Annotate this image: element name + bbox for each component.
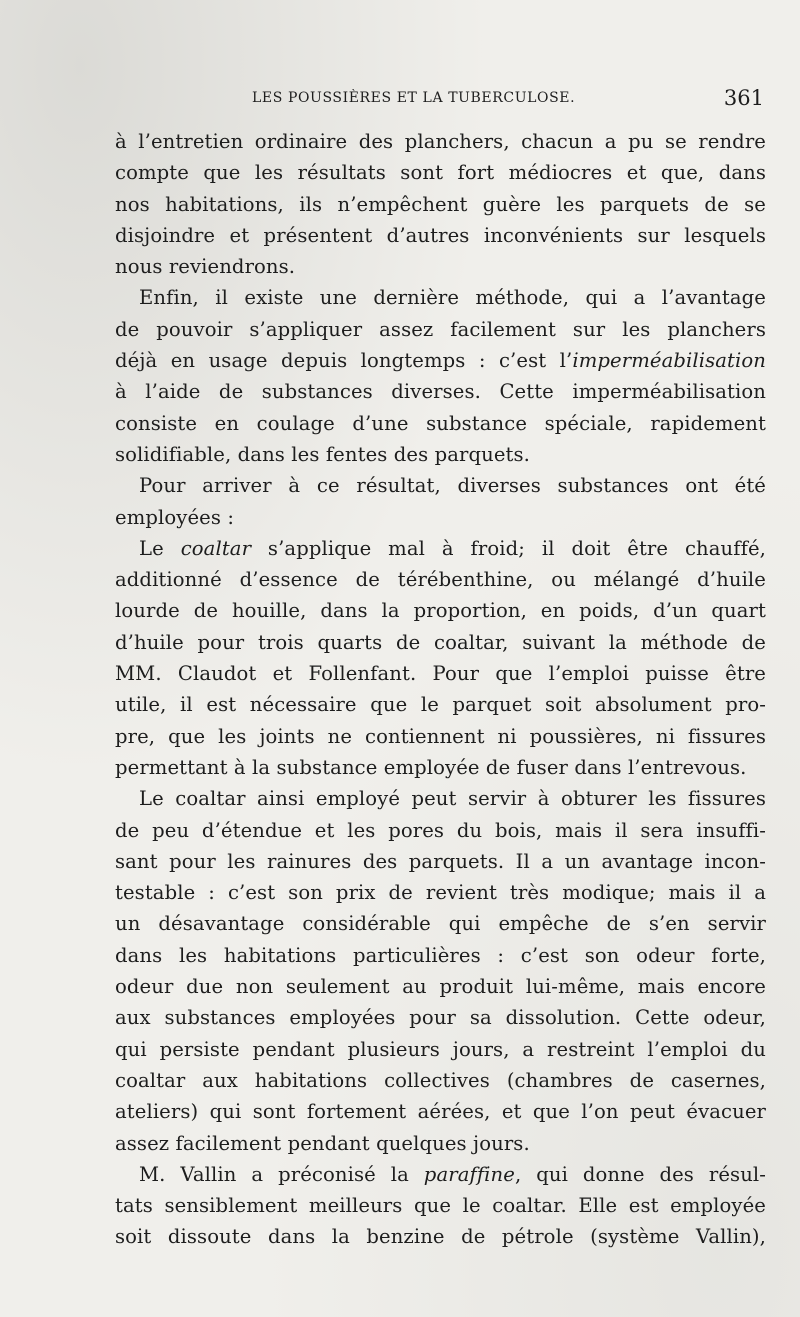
italic-term: paraffine — [423, 1162, 515, 1186]
text-line: permettant à la substance employée de fuser dans l’entrevous. — [115, 755, 747, 779]
text-line: Enfin, il existe une dernière méthode, qui a l’avantage — [139, 286, 766, 310]
page-header — [112, 86, 768, 114]
text-segment: , qui donne des résul- — [514, 1162, 766, 1186]
text-line: consiste en coulage d’une substance spéciale, rapidement — [115, 411, 766, 435]
page-number: 361 — [723, 86, 764, 110]
text-line: de pouvoir s’appliquer assez facilement sur les planchers — [115, 317, 766, 341]
text-segment: M. Vallin a préconisé la — [139, 1162, 424, 1186]
text-line: d’huile pour trois quarts de coaltar, suivant la méthode de — [115, 630, 766, 654]
text-line: nos habitations, ils n’empêchent guère les parquets de se — [115, 192, 766, 216]
text-line: testable : c’est son prix de revient très modique; mais il a — [115, 881, 766, 905]
text-line: compte que les résultats sont fort médiocres et que, dans — [115, 161, 766, 185]
text-line: à l’aide de substances diverses. Cette imperméabilisation — [115, 380, 766, 404]
text-line: Pour arriver à ce résultat, diverses substances ont été — [139, 474, 766, 498]
running-title: LES POUSSIÈRES ET LA TUBERCULOSE. — [252, 90, 576, 106]
text-line: un désavantage considérable qui empêche de s’en servir — [115, 912, 766, 936]
text-line: disjoindre et présentent d’autres inconvénients sur lesquels — [115, 223, 766, 247]
text-segment: s’applique mal à froid; il doit être chauffé, — [251, 536, 767, 560]
text-line: à l’entretien ordinaire des planchers, chacun a pu se rendre — [115, 130, 766, 153]
text-line: nous reviendrons. — [115, 255, 296, 279]
text-line: pre, que les joints ne contiennent ni poussières, ni fissures — [115, 724, 766, 748]
text-line: dans les habitations particulières : c’est son odeur forte, — [115, 943, 766, 967]
text-line: soit dissoute dans la benzine de pétrole (système Vallin), — [115, 1225, 766, 1249]
italic-term: imperméabilisation — [572, 349, 766, 373]
text-line: MM. Claudot et Follenfant. Pour que l’emploi puisse être — [115, 662, 766, 686]
text-line: odeur due non seulement au produit lui-même, mais encore — [115, 975, 766, 999]
text-line: ateliers) qui sont fortement aérées, et que l’on peut évacuer — [115, 1100, 766, 1124]
text-line: additionné d’essence de térébenthine, ou mélangé d’huile — [115, 568, 766, 592]
text-line — [115, 1159, 766, 1190]
text-line: aux substances employées pour sa dissolution. Cette odeur, — [115, 1006, 766, 1030]
text-line: qui persiste pendant plusieurs jours, a restreint l’emploi du — [115, 1037, 766, 1061]
text-line — [115, 345, 766, 376]
text-line: de peu d’étendue et les pores du bois, mais il sera insuffi- — [115, 818, 766, 842]
text-line: employées : — [115, 505, 235, 529]
body-text — [115, 126, 766, 1253]
text-line: assez facilement pendant quelques jours. — [115, 1131, 530, 1155]
text-line: utile, il est nécessaire que le parquet soit absolument pro- — [115, 693, 766, 717]
text-line: lourde de houille, dans la proportion, en poids, d’un quart — [115, 599, 766, 623]
text-line: sant pour les rainures des parquets. Il a un avantage incon- — [115, 849, 766, 873]
text-line: Le coaltar ainsi employé peut servir à obturer les fissures — [139, 787, 766, 811]
text-segment: déjà en usage depuis longtemps : c’est l’ — [115, 349, 573, 373]
italic-term: coaltar — [180, 536, 252, 560]
text-line: tats sensiblement meilleurs que le coaltar. Elle est employée — [115, 1194, 766, 1218]
text-segment: Le — [139, 536, 181, 560]
text-line: coaltar aux habitations collectives (chambres de casernes, — [115, 1068, 766, 1092]
text-line: solidifiable, dans les fentes des parquets. — [115, 442, 530, 466]
text-line — [115, 533, 766, 564]
